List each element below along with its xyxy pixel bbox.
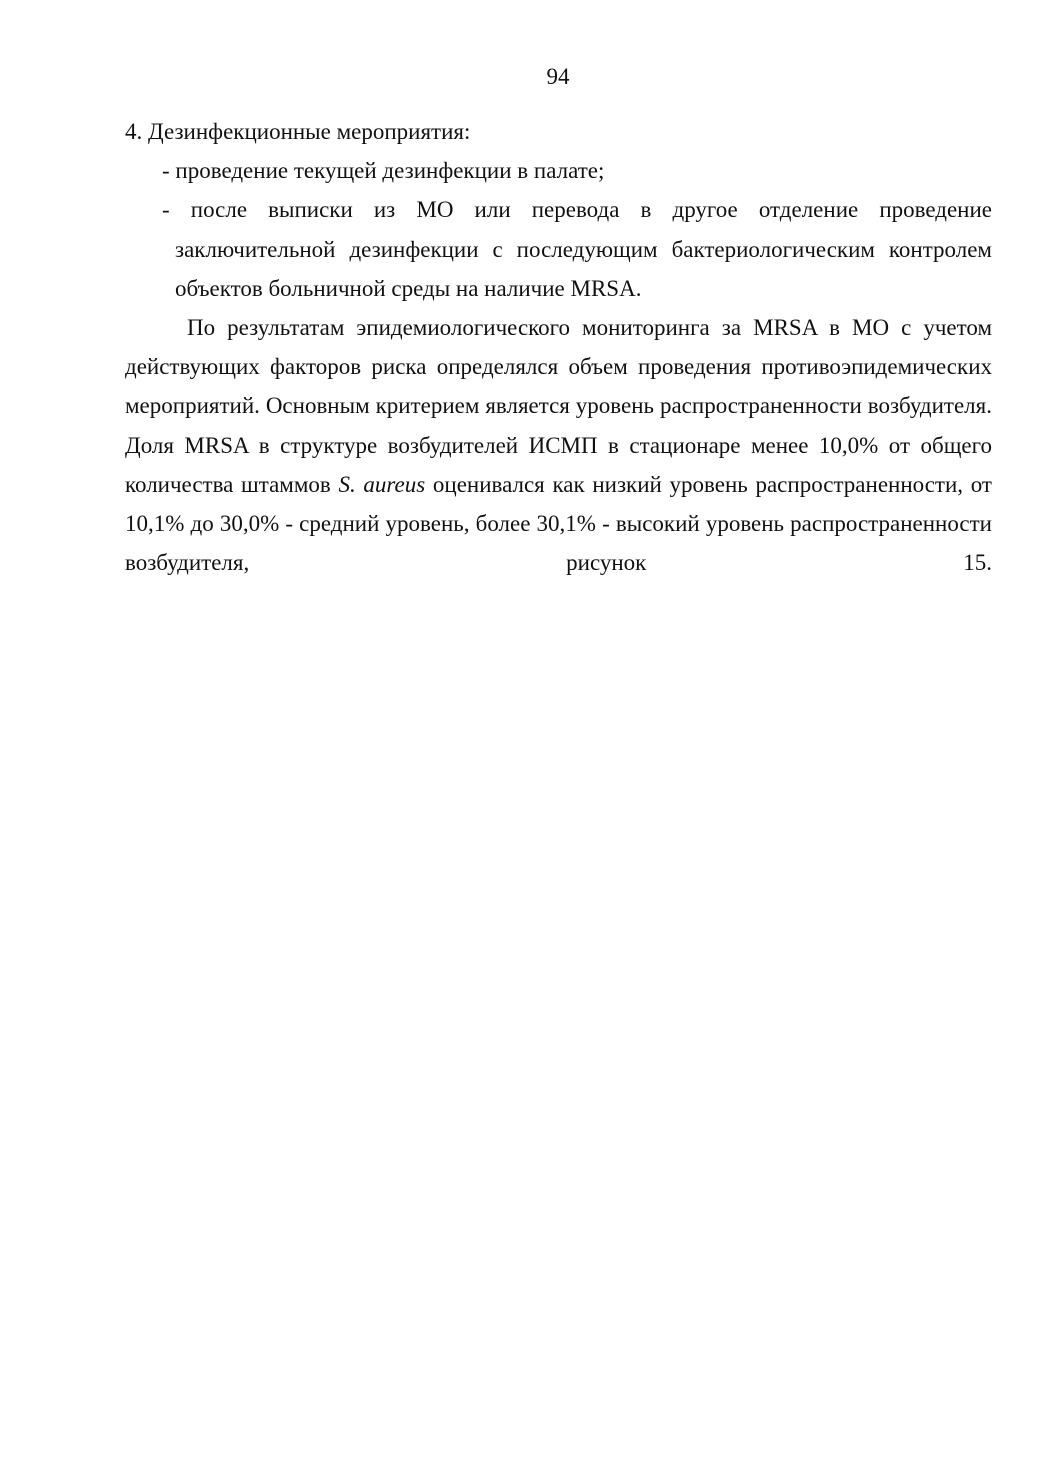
paragraph-text-start: По результатам эпидемиологического мониторинга за MRSA в МО с учетом действующих факторов риска определялся объем проведения противоэпидемических мероприятий. Основным критерием является уровень распространенности возбудителя. Доля MRSA в структуре возбудителей ИСМП в стационаре менее 10,0% от общего количества штаммов (125, 315, 992, 497)
section-heading: 4. Дезинфекционные мероприятия: (125, 119, 471, 144)
document-body (125, 112, 992, 582)
list-item: - проведение текущей дезинфекции в палате; (162, 158, 605, 184)
species-name: S. aureus (338, 471, 426, 497)
page-number: 94 (546, 64, 570, 89)
list-item: - после выписки из МО или перевода в другое отделение проведение заключительной дезинфекции с последующим бактериологическим контролем объектов больничной среды на наличие MRSA. (162, 197, 992, 301)
paragraph-text-end: оценивался как низкий уровень распространенности, от 10,1% до 30,0% - средний уровень, более 30,1% - высокий уровень распространенности возбудителя, рисунок 15. (125, 471, 992, 576)
body-paragraph (125, 308, 992, 582)
